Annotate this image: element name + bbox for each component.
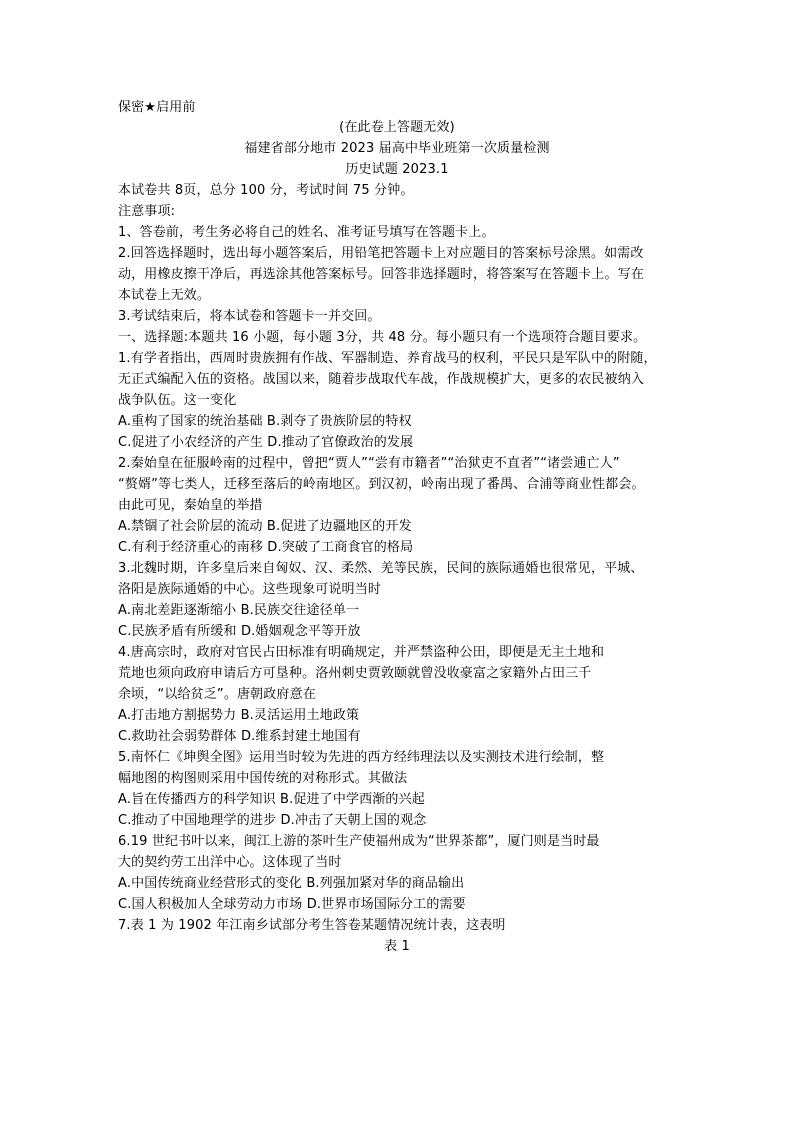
question-5-stem: 幅地图的构图则采用中国传统的对称形式。其做法 xyxy=(118,771,408,786)
question-6-stem: 6.19 世纪书叶以来，闽江上游的茶叶生产使福州成为“世界茶都”，厦门则是当时最 xyxy=(118,834,600,849)
note-line: 本试卷上无效。 xyxy=(118,288,211,303)
question-4-options: C.救助社会弱势群体 D.维系封建土地国有 xyxy=(118,729,361,744)
section-heading: 一、选择题:本题共 16 小题，每小题 3分，共 48 分。每小题只有一个选项符合题目要求。 xyxy=(118,330,647,345)
secrecy-label: 保密★启用前 xyxy=(118,100,196,115)
question-3-options: C.民族矛盾有所缓和 D.婚姻观念平等开放 xyxy=(118,624,361,639)
note-line: 3.考试结束后，将本试卷和答题卡一并交回。 xyxy=(118,309,381,324)
question-3-options: A.南北差距逐渐缩小 B.民族交往途径单一 xyxy=(118,603,360,618)
question-3-stem: 3.北魏时期，许多皇后来自匈奴、汉、柔然、羌等民族，民间的族际通婚也很常见，平城、 xyxy=(118,561,644,576)
question-1-options: A.重构了国家的统治基础 B.剥夺了贵族阶层的特权 xyxy=(118,414,412,429)
invalid-note: (在此卷上答题无效) xyxy=(339,120,455,135)
note-line: 2.回答选择题时，选出每小题答案后，用铅笔把答题卡上对应题目的答案标号涂黑。如需改 xyxy=(118,246,644,261)
question-6-options: C.国人积极加人全球劳动力市场 D.世界市场国际分工的需要 xyxy=(118,897,466,912)
notes-heading: 注意事项: xyxy=(118,204,176,219)
question-2-options: C.有利于经济重心的南移 D.突破了工商食官的格局 xyxy=(118,540,414,555)
question-6-options: A.中国传统商业经营形式的变化 B.列强加紧对华的商品输出 xyxy=(118,876,465,891)
question-2-stem: “赘婿”等七类人，迁移至落后的岭南地区。到汉初，岭南出现了番禺、合浦等商业性都会。 xyxy=(118,477,645,492)
question-4-options: A.打击地方割据势力 B.灵活运用土地政策 xyxy=(118,708,360,723)
question-2-stem: 2.秦始皇在征服岭南的过程中，曾把“贾人”“尝有市籍者”“治狱吏不直者”“诸尝逋亡人” xyxy=(118,456,620,471)
question-4-stem: 余顷，“以给贫乏”。唐朝政府意在 xyxy=(118,687,316,702)
question-1-options: C.促进了小农经济的产生 D.推动了官僚政治的发展 xyxy=(118,435,414,450)
question-6-stem: 大的契约劳工出洋中心。这体现了当时 xyxy=(118,855,342,870)
question-4-stem: 4.唐高宗时，政府对官民占田标准有明确规定，并严禁盗种公田，即便是无主土地和 xyxy=(118,645,605,660)
question-4-stem: 荒地也须向政府申请后方可垦种。洛州刺史贾敦颐就曾没收豪富之家籍外占田三千 xyxy=(118,666,592,681)
question-2-stem: 由此可见，秦始皇的举措 xyxy=(118,498,263,513)
question-3-stem: 洛阳是族际通婚的中心。这些现象可说明当时 xyxy=(118,582,382,597)
note-line: 动，用橡皮擦干净后，再选涂其他答案标号。回答非选择题时，将答案写在答题卡上。写在 xyxy=(118,267,645,282)
question-1-stem: 1.有学者指出，西周时贵族拥有作战、军器制造、养育战马的权利，平民只是军队中的附随， xyxy=(118,351,657,366)
question-5-options: C.推动了中国地理学的进步 D.冲击了天朝上国的观念 xyxy=(118,813,427,828)
question-1-stem: 战争队伍。这一变化 xyxy=(118,393,237,408)
exam-title: 福建省部分地市 2023 届高中毕业班第一次质量检测 xyxy=(244,141,550,156)
question-7-stem: 7.表 1 为 1902 年江南乡试部分考生答卷某题情况统计表，这表明 xyxy=(118,918,506,933)
table-caption: 表 1 xyxy=(384,939,410,954)
question-2-options: A.禁锢了社会阶层的流动 B.促进了边疆地区的开发 xyxy=(118,519,412,534)
question-5-stem: 5.南怀仁《坤舆全图》运用当时较为先进的西方经纬理法以及实测技术进行绘制，整 xyxy=(118,750,605,765)
note-line: 1、答卷前，考生务必将自己的姓名、准考证号填写在答题卡上。 xyxy=(118,225,495,240)
question-5-options: A.旨在传播西方的科学知识 B.促进了中学西渐的兴起 xyxy=(118,792,425,807)
question-1-stem: 无正式编配入伍的资格。战国以来，随着步战取代车战，作战规模扩大，更多的农民被纳入 xyxy=(118,372,645,387)
subject-title: 历史试题 2023.1 xyxy=(345,162,449,177)
exam-summary: 本试卷共 8页，总分 100 分，考试时间 75 分钟。 xyxy=(118,183,414,198)
